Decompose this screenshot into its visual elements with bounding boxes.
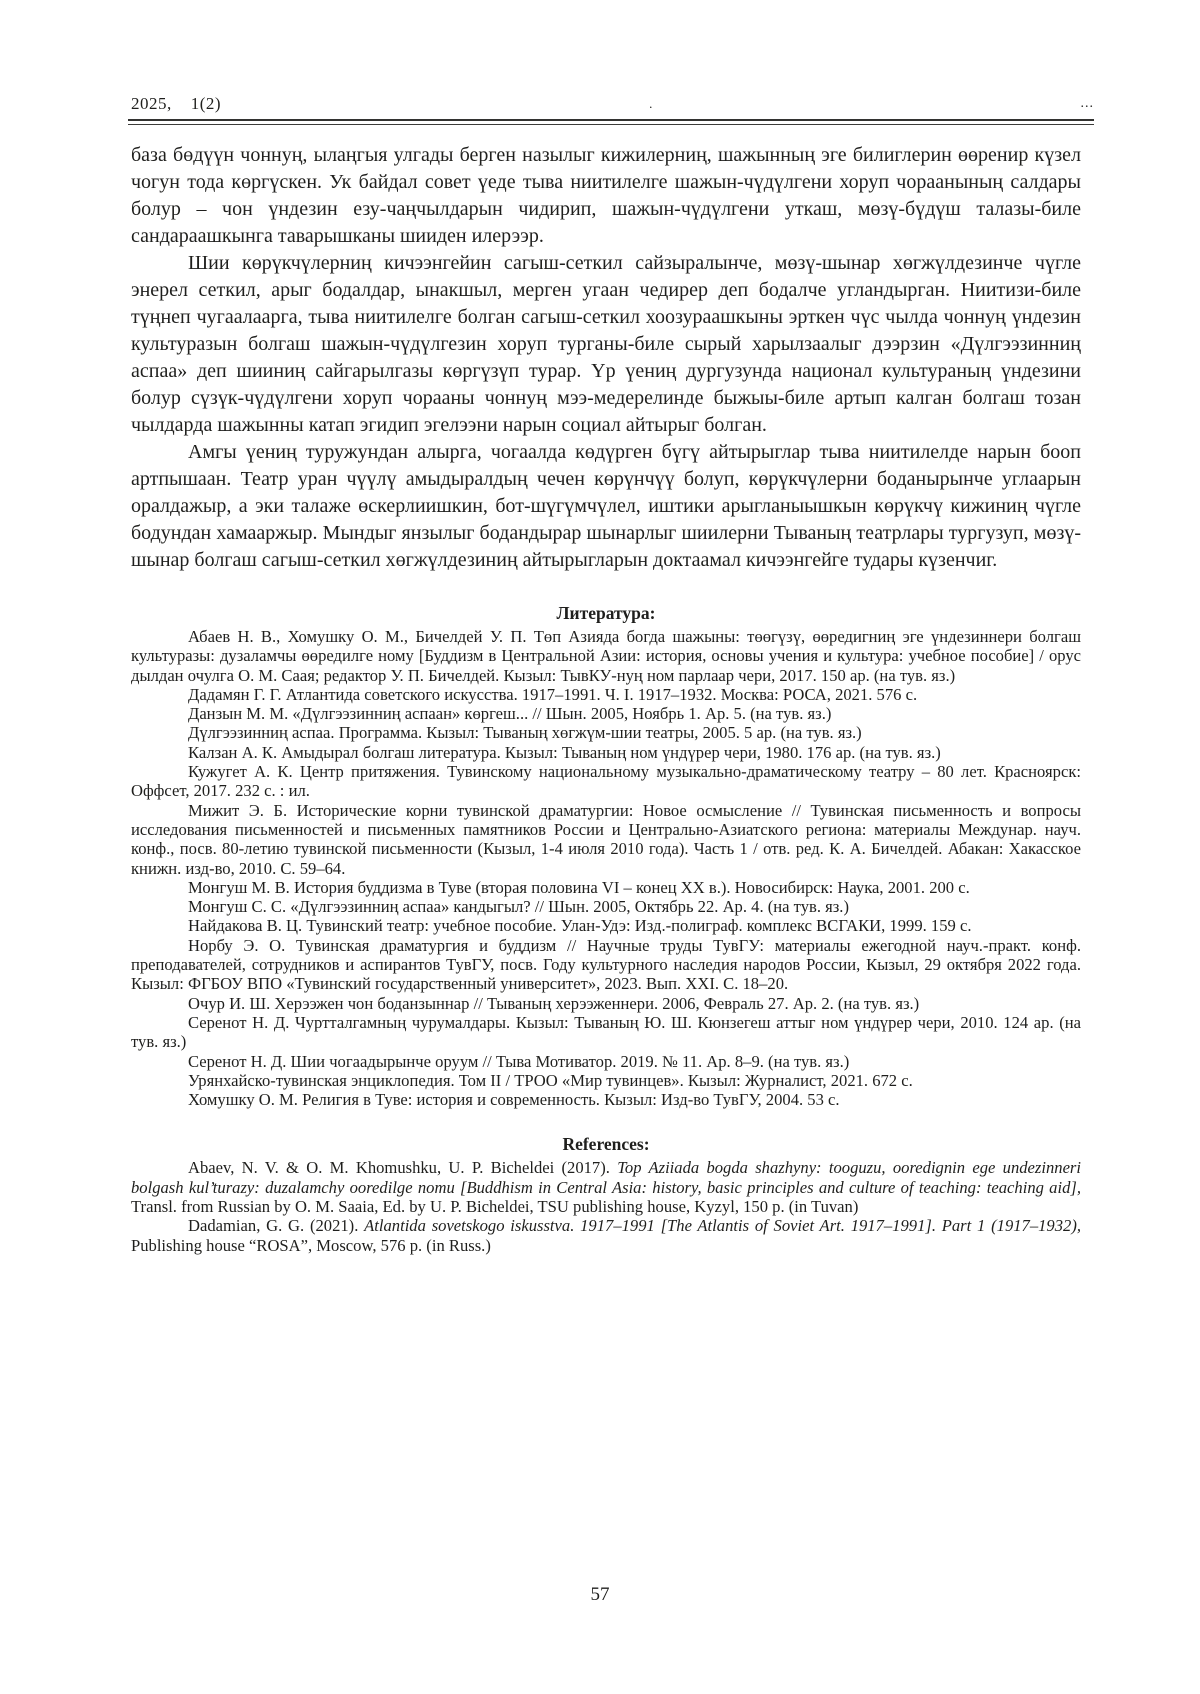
references-heading: References:	[562, 1134, 650, 1155]
header-issue: 2025, 1(2)	[131, 94, 222, 113]
reference-title-italic: Atlantida sovetskogo iskusstva. 1917–1991 [The Atlantis of Soviet Art. 1917–1991]. Part 1 (1917–1932),	[364, 1216, 1081, 1236]
reference-entry	[131, 1158, 1081, 1216]
reference-title-italic: Top Aziiada bogda shazhyny: tooguzu, ooredignin ege undezinneri bolgash kul’turazy: duzalamchy ooredilge nomu [Buddhism in Central Asia: history, basic principles and culture of teaching: teaching aid],	[131, 1158, 1082, 1197]
literature-entry: Урянхайско-тувинская энциклопедия. Том II / ТРОО «Мир тувинцев». Кызыл: Журналист, 2021. 672 с.	[188, 1070, 913, 1090]
literature-entry: Калзан А. К. Амыдырал болгаш литература. Кызыл: Тываның ном үндүрер чери, 1980. 176 ар. (на тув. яз.)	[188, 742, 941, 762]
body-paragraph: база бөдүүн чоннуң, ылаңгыя улгады берген назылыг кижилерниң, шажынның эге билиглерин өөренир күзел чогун тода көргүскен. Ук байдал совет үеде тыва ниитилелге шажын-чүдүлгени хоруп чораанының салдары болур – чон үндезин езу-чаңчылдарын чидирип, шажын-чүдүлгени уткаш, мөзү-бүдүш талазы-биле сандараашкынга таварышканы шииден илерээр.	[131, 144, 1081, 247]
body-paragraph: Амгы үениң туружундан алырга, чогаалда көдүрген бүгү айтырыглар тыва ниитилелде нарын бооп артпышаан. Театр уран чүүлү амыдыралдың чечен көрүнчүү болуп, көрүкчүлерни боданырынче углаарын оралдажыр, а эки талаже өскерлиишкин, бот-шүгүмчүлел, иштики арыгланыышкын көрүкчү кижиниң чүгле бодундан хамааржыр. Мындыг янзылыг бодандырар шынарлыг шиилерни Тываның театрлары тургузуп, мөзү-шынар болгаш сагыш-сеткил хөгжүлдезиниң айтырыгларын доктаамал кичээнгейге тудары күзенчиг.	[131, 441, 1081, 571]
literature-entry: Дүлгээзинниң аспаа. Программа. Кызыл: Тываның хөгжүм-шии театры, 2005. 5 ар. (на тув. яз.)	[188, 723, 862, 743]
page-header	[131, 94, 1094, 114]
page-footer	[0, 1584, 1200, 1606]
literature-entry: Абаев Н. В., Хомушку О. М., Бичелдей У. П. Төп Азияда богда шажыны: төөгүзү, өөредигниң эге үндезиннери болгаш культуразы: дузаламчы өөредилге ному [Буддизм в Центральной Азии: история, основы учения и культура: учебное пособие] / орус дылдан очулга О. М. Саая; редактор У. П. Бичелдей. Кызыл: ТывКУ-нуң ном парлаар чери, 2017. 150 ар. (на тув. яз.)	[131, 627, 1081, 685]
literature-entry: Монгуш С. С. «Дүлгээзинниң аспаа» кандыгыл? // Шын. 2005, Октябрь 22. Ар. 4. (на тув. яз.)	[188, 897, 849, 917]
reference-text: Dadamian, G. G. (2021).	[188, 1216, 365, 1236]
article-content	[131, 142, 1081, 1255]
header-right-mark: ...	[1080, 96, 1094, 111]
literature-heading: Литература:	[556, 603, 656, 623]
literature-entry: Очур И. Ш. Херээжен чон боданзыннар // Тываның херээженнери. 2006, Февраль 27. Ар. 2. (на тув. яз.)	[188, 993, 920, 1013]
literature-entry: Дадамян Г. Г. Атлантида советского искусства. 1917–1991. Ч. I. 1917–1932. Москва: РОСА, 2021. 576 с.	[188, 684, 918, 704]
literature-entry: Мижит Э. Б. Исторические корни тувинской драматургии: Новое осмысление // Тувинская письменность и вопросы исследования письменностей и письменных памятников России и Центрально-Азиатского региона: материалы Междунар. науч. конф., посв. 80-летию тувинской письменности (Кызыл, 1-4 июля 2010 года). Часть 1 / отв. ред. К. А. Бичелдей. Абакан: Хакасское книжн. изд-во, 2010. С. 59–64.	[131, 800, 1081, 878]
reference-text: Publishing house “ROSA”, Moscow, 576 p. (in Russ.)	[131, 1235, 491, 1255]
reference-text: Abaev, N. V. & O. M. Khomushku, U. P. Bicheldei (2017).	[188, 1158, 618, 1178]
literature-entry: Хомушку О. М. Религия в Туве: история и современность. Кызыл: Изд-во ТувГУ, 2004. 53 с.	[188, 1090, 840, 1110]
reference-entry	[131, 1216, 1081, 1255]
header-rule	[128, 119, 1094, 125]
literature-entry: Серенот Н. Д. Шии чогаадырынче оруум // Тыва Мотиватор. 2019. № 11. Ар. 8–9. (на тув. яз.)	[188, 1051, 850, 1071]
literature-entry: Данзын М. М. «Дүлгээзинниң аспаан» көргеш... // Шын. 2005, Ноябрь 1. Ар. 5. (на тув. яз.)	[188, 704, 832, 724]
literature-entry: Найдакова В. Ц. Тувинский театр: учебное пособие. Улан-Удэ: Изд.-полиграф. комплекс ВСГАКИ, 1999. 159 с.	[188, 916, 972, 936]
literature-entry: Норбу Э. О. Тувинская драматургия и буддизм // Научные труды ТувГУ: материалы ежегодной науч.-практ. конф. преподавателей, сотрудников и аспирантов ТувГУ, посв. Году культурного наследия народов России, Кызыл, 29 октября 2022 года. Кызыл: ФГБОУ ВПО «Тувинский государственный университет», 2023. Вып. XXI. С. 18–20.	[131, 935, 1081, 994]
literature-entry: Монгуш М. В. История буддизма в Туве (вторая половина VI – конец XX в.). Новосибирск: Наука, 2001. 200 с.	[188, 877, 970, 897]
header-center-mark: .	[649, 96, 653, 111]
literature-entry: Кужугет А. К. Центр притяжения. Тувинскому национальному музыкально-драматическому театру – 80 лет. Красноярск: Оффсет, 2017. 232 с. : ил.	[131, 762, 1081, 801]
reference-text: Transl. from Russian by O. M. Saaia, Ed. by U. P. Bicheldei, TSU publishing house, Kyzyl, 150 p. (in Tuvan)	[131, 1197, 859, 1217]
page-number: 57	[590, 1584, 610, 1605]
literature-entry: Серенот Н. Д. Чуртталгамның чурумалдары. Кызыл: Тываның Ю. Ш. Кюнзегеш аттыг ном үндүрер чери, 2010. 124 ар. (на тув. яз.)	[131, 1012, 1081, 1052]
body-paragraph: Шии көрүкчүлерниң кичээнгейин сагыш-сеткил сайзыралынче, мөзү-шынар хөгжүлдезинче чүгле энерел сеткил, арыг бодалдар, ынакшыл, мерген угаан чедирер деп бодалче угландырган. Ниитизи-биле түңнеп чугаалаарга, тыва ниитилелге болган сагыш-сеткил хоозураашкыны эрткен чүс чылда чоннуң үндезин культуразын болгаш шажын-чүдүлгезин хоруп турганы-биле сырый харылзаалыг дээрзин «Дүлгээзинниң аспаа» деп шииниң сайгарылгазы көргүзүп турар. Үр үениң дургузунда национал культураның үндезини болур сүзүк-чүдүлгени хоруп чорааны чоннуң мээ-медерелинде быжыы-биле артып калган болгаш тозан чылдарда шажынны катап эгидип эгелээни нарын социал айтырыг болган.	[131, 252, 1081, 436]
